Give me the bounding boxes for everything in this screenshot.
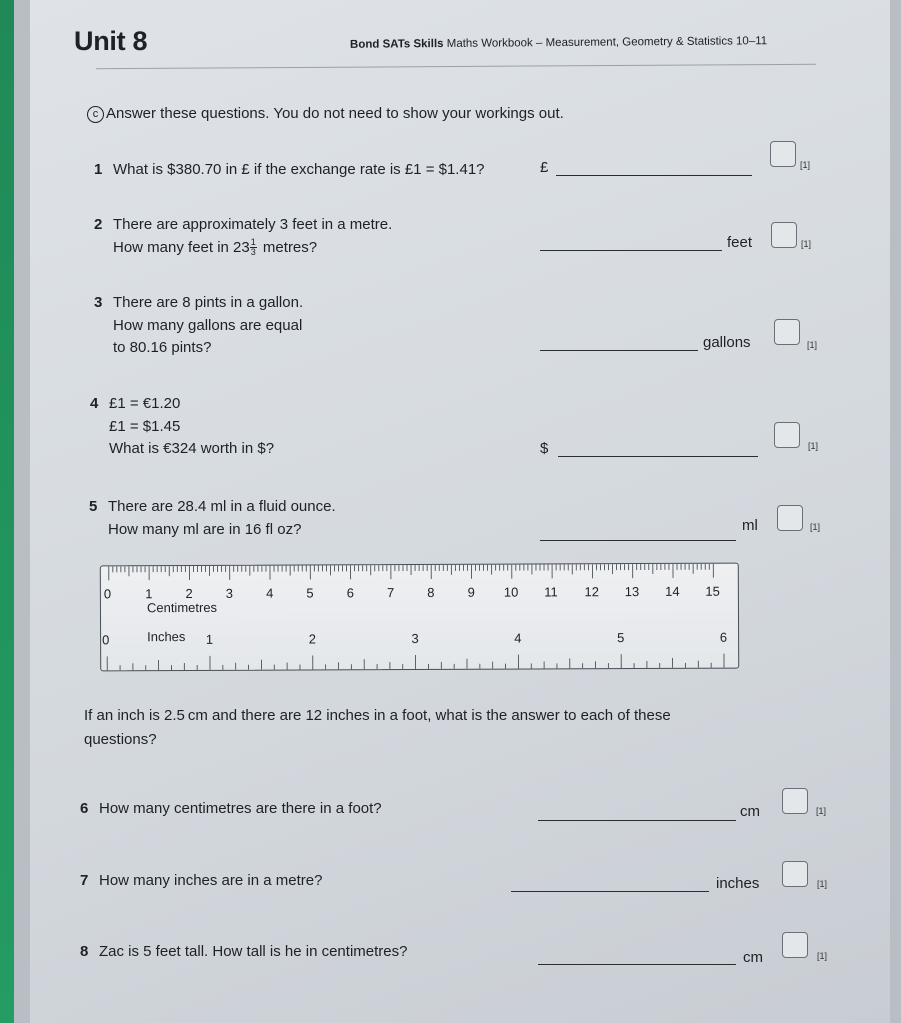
mark-tag: [1] — [816, 806, 827, 816]
answer-line-7[interactable] — [511, 891, 709, 892]
inch-tick-label: 2 — [308, 631, 316, 647]
intro-text: If an inch is 2.5 cm and there are 12 inches in a foot, what is the answer to each of these questions? — [84, 707, 671, 748]
cm-tick-label: 5 — [306, 585, 314, 601]
question-text: What is €324 worth in $? — [109, 440, 275, 457]
worksheet-page — [30, 0, 890, 1023]
answer-unit: ml — [742, 517, 758, 534]
centimetres-label: Centimetres — [146, 599, 218, 616]
answer-line-1[interactable] — [556, 175, 752, 176]
question-number: 1 — [94, 161, 103, 178]
question-text: What is $380.70 in £ if the exchange rate is £1 = $1.41? — [113, 161, 485, 178]
answer-unit: inches — [716, 875, 760, 892]
question-text: £1 = €1.20 — [109, 395, 181, 412]
cm-tick-label: 1 — [145, 586, 153, 602]
question-text: How many inches are in a metre? — [99, 872, 323, 889]
inches-label: Inches — [147, 629, 186, 645]
cm-tick-label: 6 — [346, 585, 354, 601]
mark-tag: [1] — [817, 879, 828, 889]
cm-tick-label: 2 — [185, 585, 193, 602]
inch-tick-label: 4 — [514, 630, 522, 646]
instruction-text: Answer these questions. You do not need to show your workings out. — [106, 105, 564, 122]
ruler — [100, 563, 739, 672]
instruction — [87, 105, 564, 123]
cm-tick-label: 14 — [665, 583, 680, 599]
copyright-symbol-icon: c — [87, 106, 104, 123]
inch-tick-label: 3 — [411, 631, 419, 647]
mark-tag: [1] — [808, 441, 819, 451]
cm-tick-label: 8 — [427, 584, 435, 600]
answer-unit: gallons — [703, 334, 751, 351]
cm-tick-label: 3 — [225, 585, 234, 601]
cm-tick-label: 12 — [584, 584, 599, 600]
question-text: £1 = $1.45 — [109, 417, 181, 435]
inch-tick-label: 5 — [617, 630, 625, 646]
green-background-strip — [0, 0, 14, 1023]
question-text: There are 8 pints in a gallon. — [113, 294, 304, 311]
mark-box-2[interactable] — [771, 222, 797, 248]
question-number: 6 — [80, 800, 89, 817]
question-text: to 80.16 pints? — [113, 339, 212, 356]
answer-unit: cm — [743, 949, 763, 966]
mark-box-3[interactable] — [774, 319, 800, 345]
mark-box-8[interactable] — [782, 932, 808, 958]
mark-tag: [1] — [807, 340, 818, 350]
mark-box-5[interactable] — [777, 505, 803, 531]
answer-unit: cm — [740, 803, 760, 820]
question-2 — [94, 214, 392, 259]
mark-tag: [1] — [810, 522, 821, 532]
inch-tick-label: 6 — [719, 629, 728, 645]
question-1 — [94, 159, 485, 182]
question-3 — [94, 292, 303, 360]
answer-prefix: £ — [540, 159, 549, 176]
mark-tag: [1] — [800, 160, 811, 170]
question-number: 7 — [80, 872, 89, 889]
cm-tick-label: 0 — [103, 586, 112, 602]
question-number: 8 — [80, 943, 89, 960]
ruler-ticks — [101, 564, 738, 671]
answer-line-2[interactable] — [540, 250, 722, 251]
question-number: 2 — [94, 216, 103, 233]
mark-box-7[interactable] — [782, 861, 808, 887]
cm-tick-label: 13 — [624, 584, 640, 600]
question-number: 3 — [94, 294, 103, 311]
mark-box-4[interactable] — [774, 422, 800, 448]
question-text: There are approximately 3 feet in a metre. — [113, 216, 393, 233]
question-number: 5 — [89, 498, 98, 515]
fraction-one-third: $\frac{1}{3}$ — [250, 237, 256, 258]
question-text: How many feet in 23 — [113, 238, 250, 256]
cm-tick-label: 7 — [386, 585, 395, 601]
question-text: metres? — [258, 238, 318, 256]
mark-tag: [1] — [817, 951, 828, 961]
mark-box-6[interactable] — [782, 788, 808, 814]
mark-box-1[interactable] — [770, 141, 796, 167]
inch-tick-label: 1 — [205, 631, 214, 647]
cm-tick-label: 11 — [544, 584, 558, 600]
question-text: How many centimetres are there in a foot? — [99, 800, 382, 817]
cm-tick-label: 15 — [705, 583, 720, 599]
question-7 — [80, 870, 322, 893]
book-title — [350, 35, 767, 51]
inch-tick-label: 0 — [102, 632, 110, 648]
cm-tick-label: 10 — [503, 584, 519, 600]
book-title-rest: Maths Workbook – Measurement, Geometry & Statistics 10–11 — [443, 35, 768, 51]
cm-tick-label: 9 — [467, 584, 475, 600]
question-5 — [89, 496, 336, 541]
answer-line-5[interactable] — [540, 540, 736, 541]
answer-prefix: $ — [540, 440, 549, 457]
answer-line-4[interactable] — [558, 456, 758, 457]
mark-tag: [1] — [801, 239, 812, 249]
unit-title: Unit 8 — [74, 26, 148, 56]
question-text: Zac is 5 feet tall. How tall is he in centimetres? — [99, 943, 408, 960]
question-text: There are 28.4 ml in a fluid ounce. — [108, 498, 336, 515]
cm-tick-label: 4 — [266, 585, 274, 601]
question-number: 4 — [90, 395, 99, 412]
book-title-bold: Bond SATs Skills — [349, 38, 444, 51]
answer-line-3[interactable] — [540, 350, 698, 351]
answer-line-8[interactable] — [538, 964, 736, 965]
header-rule — [96, 64, 816, 69]
question-6 — [80, 798, 382, 821]
answer-line-6[interactable] — [538, 820, 736, 821]
question-4 — [90, 393, 274, 461]
answer-unit: feet — [727, 234, 753, 251]
question-8 — [80, 941, 407, 964]
question-text: How many gallons are equal — [113, 316, 303, 334]
question-text: How many ml are in 16 fl oz? — [108, 520, 302, 538]
